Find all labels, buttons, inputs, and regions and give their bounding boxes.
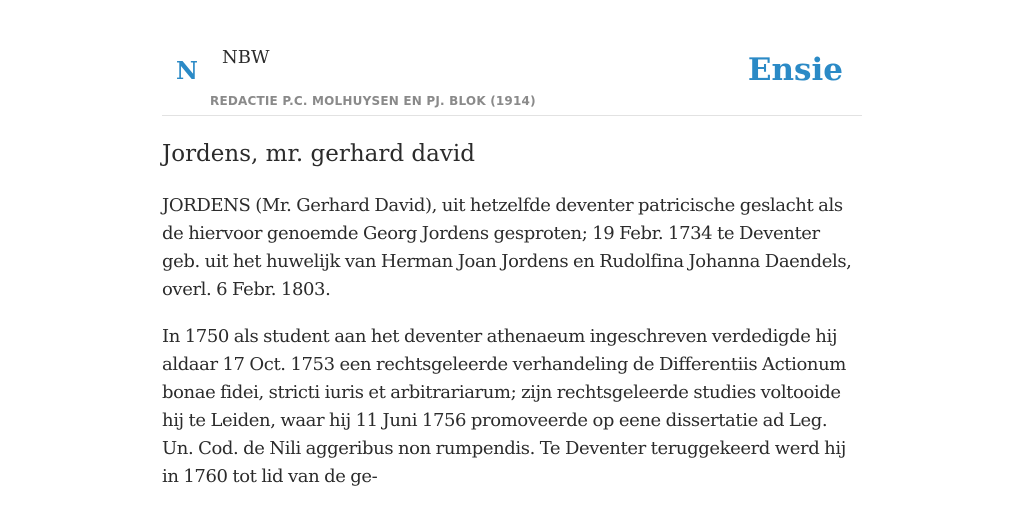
source-logo-icon[interactable]: N [176,56,198,85]
entry-paragraph: In 1750 als student aan het deventer athenaeum ingeschreven verdedigde hij aldaar 17 Oct. 1753 een rechtsgeleerde verhandeling de Differentiis Actionum bonae fidei, stricti iuris et arbitrariarum; zijn rechtsgeleerde studies voltooide hij te Leiden, waar hij 11 Juni 1756 promoveerde op eene dissertatie ad Leg. Un. Cod. de Nili aggeribus non rumpendis. Te Deventer teruggekeerd werd hij in 1760 tot lid van de ge- [162,326,846,487]
source-editors: REDACTIE P.C. MOLHUYSEN EN PJ. BLOK (1914) [210,94,536,108]
entry-body [162,192,862,510]
header-divider [162,115,862,116]
entry-paragraph: JORDENS (Mr. Gerhard David), uit hetzelfde deventer patricische geslacht als de hiervoor genoemde Georg Jordens gesproten; 19 Febr. 1734 te Deventer geb. uit het huwelijk van Herman Joan Jordens en Rudolfina Johanna Daendels, overl. 6 Febr. 1803. [162,195,852,300]
source-title[interactable]: NBW [222,47,270,68]
entry-title: Jordens, mr. gerhard david [162,141,475,167]
ensie-logo[interactable]: Ensie [747,52,843,88]
